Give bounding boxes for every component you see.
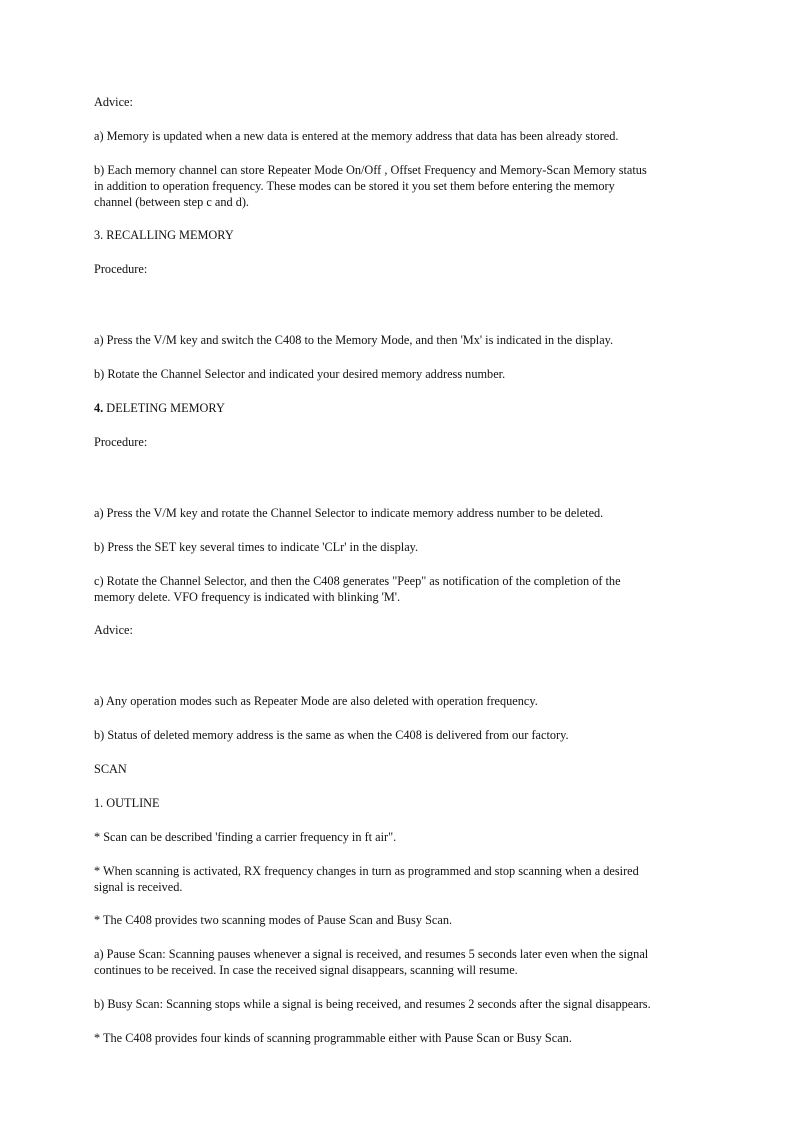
- outline-bullet-2-line-1: * When scanning is activated, RX frequency changes in turn as programmed and stop scanning when a desired: [94, 864, 639, 878]
- advice-item-a: a) Memory is updated when a new data is entered at the memory address that data has been already stored.: [94, 129, 619, 143]
- busy-scan-line: b) Busy Scan: Scanning stops while a signal is being received, and resumes 2 seconds after the signal disappears.: [94, 997, 651, 1011]
- advice-item-b-line-3: channel (between step c and d).: [94, 195, 250, 209]
- recalling-memory-heading: 3. RECALLING MEMORY: [94, 228, 234, 242]
- pause-scan-line-1: a) Pause Scan: Scanning pauses whenever a signal is received, and resumes 5 seconds later even when the signal: [94, 947, 649, 961]
- advice-heading: Advice:: [94, 95, 133, 109]
- advice-2-item-b: b) Status of deleted memory address is the same as when the C408 is delivered from our factory.: [94, 728, 569, 742]
- recalling-step-b: b) Rotate the Channel Selector and indicated your desired memory address number.: [94, 367, 506, 381]
- deleting-procedure-label: Procedure:: [94, 435, 148, 449]
- deleting-heading-number: 4.: [94, 401, 104, 415]
- deleting-step-c-line-2: memory delete. VFO frequency is indicated with blinking 'M'.: [94, 590, 401, 604]
- advice-item-b-line-2: in addition to operation frequency. These modes can be stored it you set them before entering the memory: [94, 179, 615, 193]
- outline-bullet-2-line-2: signal is received.: [94, 880, 183, 894]
- outline-bullet-3: * The C408 provides two scanning modes of Pause Scan and Busy Scan.: [94, 913, 453, 927]
- deleting-step-a: a) Press the V/M key and rotate the Channel Selector to indicate memory address number to be deleted.: [94, 506, 604, 520]
- pause-scan-line-2: continues to be received. In case the received signal disappears, scanning will resume.: [94, 963, 518, 977]
- advice-item-b-line-1: b) Each memory channel can store Repeater Mode On/Off , Offset Frequency and Memory-Scan Memory status: [94, 163, 647, 177]
- outline-heading: 1. OUTLINE: [94, 796, 160, 810]
- advice-2-heading: Advice:: [94, 623, 133, 637]
- deleting-memory-heading: [94, 400, 704, 416]
- outline-bullet-1: * Scan can be described 'finding a carrier frequency in ft air".: [94, 830, 397, 844]
- recalling-procedure-label: Procedure:: [94, 262, 148, 276]
- deleting-step-c-line-1: c) Rotate the Channel Selector, and then the C408 generates "Peep" as notification of the completion of the: [94, 574, 621, 588]
- recalling-step-a: a) Press the V/M key and switch the C408 to the Memory Mode, and then 'Mx' is indicated in the display.: [94, 333, 614, 347]
- outline-bullet-4: * The C408 provides four kinds of scanning programmable either with Pause Scan or Busy Scan.: [94, 1031, 572, 1045]
- scan-heading: SCAN: [94, 762, 127, 776]
- advice-2-item-a: a) Any operation modes such as Repeater Mode are also deleted with operation frequency.: [94, 694, 538, 708]
- deleting-step-b: b) Press the SET key several times to indicate 'CLr' in the display.: [94, 540, 419, 554]
- deleting-heading-text: DELETING MEMORY: [103, 401, 225, 415]
